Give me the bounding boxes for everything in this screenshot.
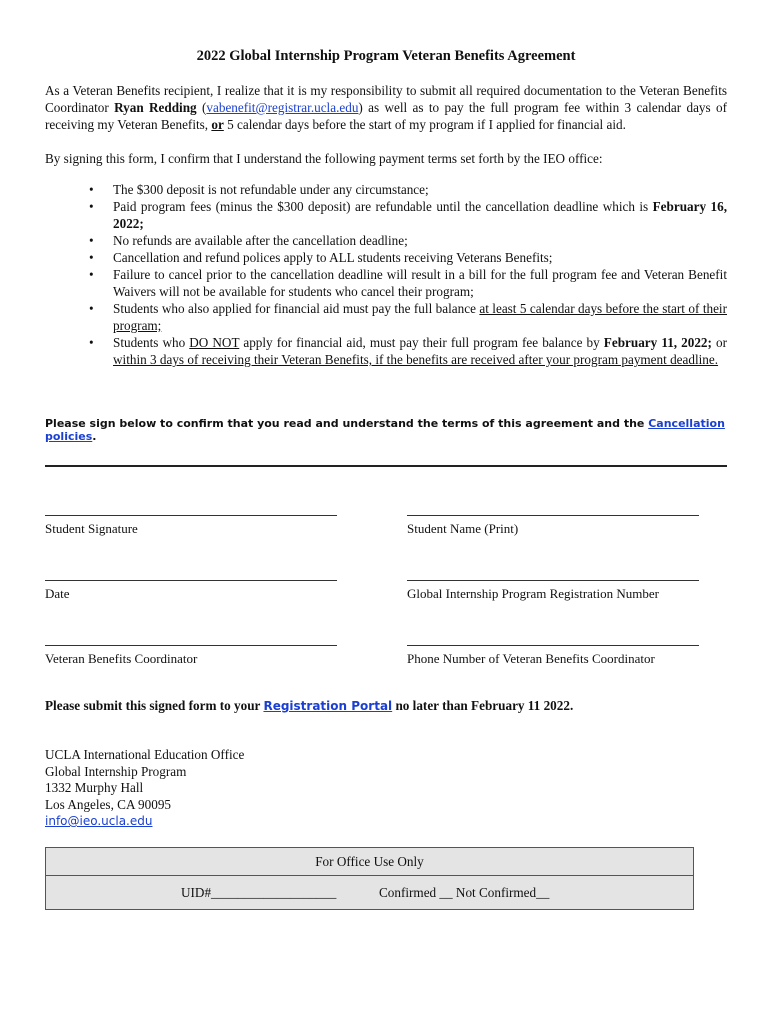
office-email-link[interactable]: info@ieo.ucla.edu bbox=[45, 814, 153, 828]
list-item bbox=[85, 181, 727, 198]
field-label: Date bbox=[45, 586, 70, 601]
signature-line bbox=[45, 645, 337, 646]
address-line: Global Internship Program bbox=[45, 763, 187, 779]
office-use-box bbox=[45, 847, 694, 910]
list-item bbox=[85, 249, 727, 266]
sign-confirm-end: . bbox=[92, 430, 97, 443]
confirmation-status[interactable]: Confirmed __ Not Confirmed__ bbox=[379, 885, 550, 900]
term-text: Students who also applied for financial aid must pay the full balance bbox=[113, 301, 480, 316]
intro-text-3: 5 calendar days before the start of my program if I applied for financial aid. bbox=[223, 117, 626, 132]
term-underlined: within 3 days of receiving their Veteran Benefits, if the benefits are received after your program payment deadline. bbox=[113, 352, 719, 367]
coordinator-field[interactable] bbox=[45, 645, 337, 667]
list-item bbox=[85, 232, 727, 249]
list-item bbox=[85, 266, 727, 300]
office-use-header: For Office Use Only bbox=[46, 848, 693, 876]
field-label: Phone Number of Veteran Benefits Coordinator bbox=[407, 651, 655, 666]
student-signature-field[interactable] bbox=[45, 515, 337, 537]
coordinator-phone-field[interactable] bbox=[407, 645, 699, 667]
payment-deadline: February 11, 2022; bbox=[603, 335, 712, 350]
submit-deadline: no later than February 11 2022. bbox=[392, 698, 574, 713]
address-line: Los Angeles, CA 90095 bbox=[45, 796, 172, 812]
intro-text-2: ) as well as to pay the full program fee within 3 calendar days of receiving my Veteran Benefits, bbox=[45, 100, 727, 132]
payment-terms-list bbox=[85, 181, 727, 368]
submit-instructions bbox=[45, 698, 727, 714]
intro-paren: ( bbox=[196, 100, 207, 115]
field-label: Veteran Benefits Coordinator bbox=[45, 651, 198, 666]
coordinator-name: Ryan Redding bbox=[114, 100, 197, 115]
signature-line bbox=[45, 515, 337, 516]
office-use-row bbox=[46, 876, 693, 909]
sign-confirm-text bbox=[45, 417, 727, 443]
signature-line bbox=[407, 515, 699, 516]
term-text: Paid program fees (minus the $300 deposit) are refundable until the cancellation deadline which is bbox=[113, 199, 653, 214]
field-label: Global Internship Program Registration Number bbox=[407, 586, 660, 601]
term-underlined: at least 5 calendar days before the start of their program; bbox=[113, 301, 727, 333]
term-text: Cancellation and refund polices apply to ALL students receiving Veterans Benefits; bbox=[113, 250, 553, 265]
signature-line bbox=[45, 580, 337, 581]
registration-number-field[interactable] bbox=[407, 580, 699, 602]
list-item bbox=[85, 198, 727, 232]
term-text: No refunds are available after the cancellation deadline; bbox=[113, 233, 408, 248]
submit-text: Please submit this signed form to your bbox=[45, 698, 264, 713]
field-label: Student Signature bbox=[45, 521, 138, 536]
term-text: or bbox=[711, 335, 727, 350]
list-item bbox=[85, 300, 727, 334]
coordinator-email-link[interactable]: vabenefit@registrar.ucla.edu bbox=[206, 100, 359, 115]
sign-confirm-body: Please sign below to confirm that you read and understand the terms of this agreement and the bbox=[45, 417, 649, 430]
term-text: Failure to cancel prior to the cancellation deadline will result in a bill for the full program fee and Veteran Benefit Waivers will not be available for students who cancel their program; bbox=[113, 267, 727, 299]
uid-field[interactable]: UID#___________________ bbox=[181, 885, 337, 900]
intro-paragraph bbox=[45, 82, 727, 133]
cancellation-policies-link[interactable]: Cancellation policies bbox=[45, 417, 725, 443]
page-title: 2022 Global Internship Program Veteran Benefits Agreement bbox=[196, 48, 576, 64]
confirm-intro: By signing this form, I confirm that I understand the following payment terms set forth by the IEO office: bbox=[45, 151, 603, 166]
signature-line bbox=[407, 645, 699, 646]
list-item bbox=[85, 334, 727, 368]
registration-portal-link[interactable]: Registration Portal bbox=[263, 699, 393, 713]
divider bbox=[45, 465, 727, 467]
or-word: or bbox=[211, 117, 224, 132]
signature-line bbox=[407, 580, 699, 581]
cancellation-deadline: February 16, 2022; bbox=[113, 199, 727, 231]
student-name-field[interactable] bbox=[407, 515, 699, 537]
term-underlined: DO NOT bbox=[189, 335, 240, 350]
address-line: 1332 Murphy Hall bbox=[45, 780, 144, 795]
term-text: apply for financial aid, must pay their full program fee balance by bbox=[239, 335, 604, 350]
term-text: Students who bbox=[113, 335, 190, 350]
term-text: The $300 deposit is not refundable under any circumstance; bbox=[113, 182, 429, 197]
date-field[interactable] bbox=[45, 580, 337, 602]
address-line: UCLA International Education Office bbox=[45, 747, 245, 762]
office-address bbox=[45, 747, 244, 830]
intro-text: As a Veteran Benefits recipient, I realize that it is my responsibility to submit all required documentation to the Veteran Benefits Coordinator bbox=[45, 83, 727, 115]
field-label: Student Name (Print) bbox=[407, 521, 519, 536]
